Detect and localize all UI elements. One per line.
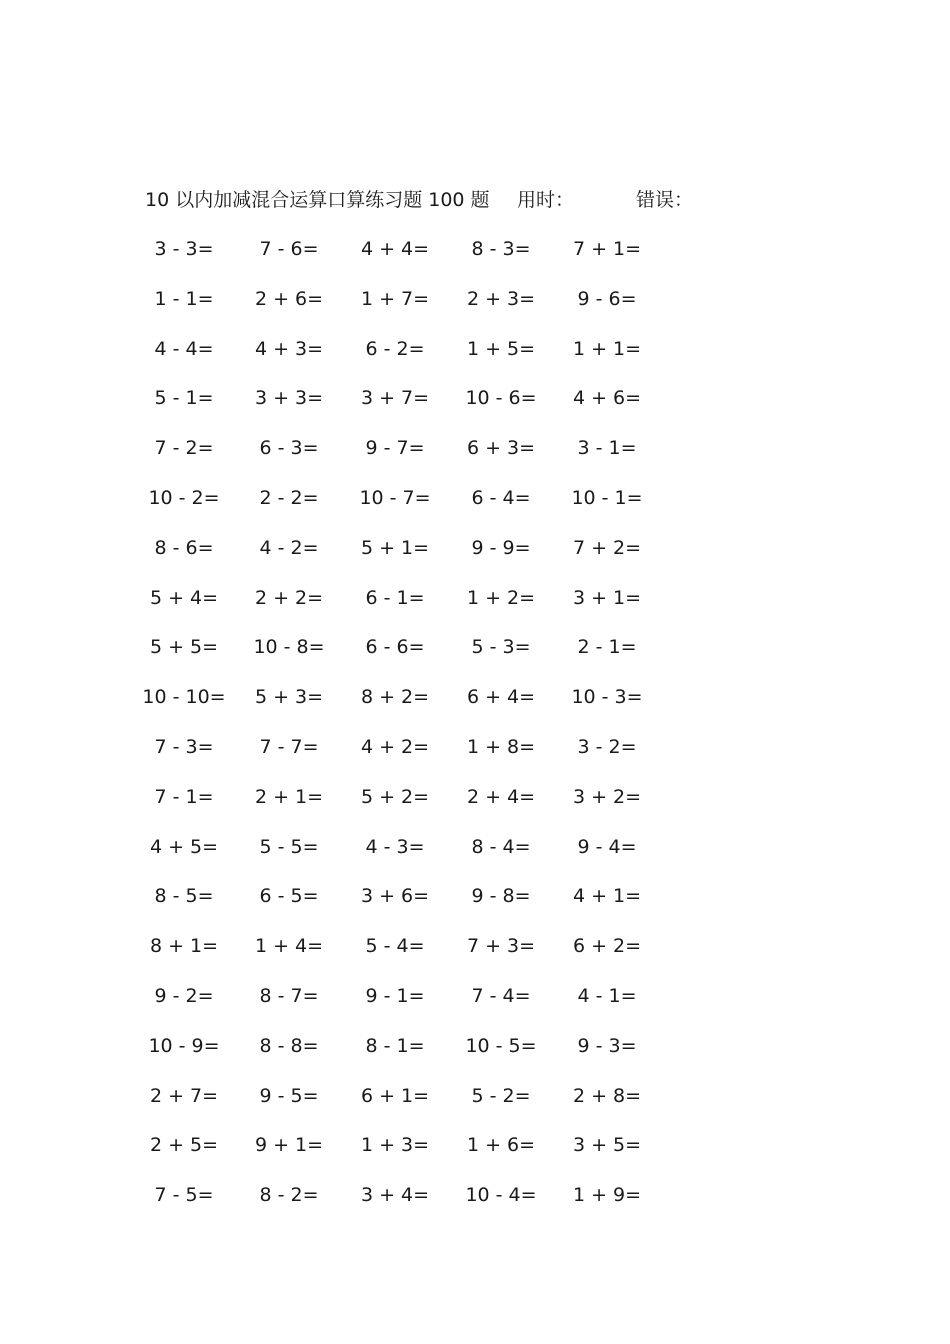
arithmetic-problem: 3 - 1= [577,437,637,460]
problem-row [0,234,950,264]
arithmetic-problem: 2 + 6= [254,287,324,310]
arithmetic-problem: 9 - 4= [577,835,637,858]
arithmetic-problem: 9 - 1= [365,985,425,1007]
arithmetic-problem: 7 - 2= [154,437,214,460]
arithmetic-problem: 4 - 3= [365,835,425,858]
problem-row [0,583,950,613]
problem-row [0,284,950,314]
problem-row [0,483,950,513]
arithmetic-problem: 1 + 2= [466,586,536,609]
problem-row [0,1081,950,1111]
arithmetic-problem: 4 + 5= [149,835,219,858]
arithmetic-problem: 6 + 4= [466,686,536,709]
arithmetic-problem: 5 + 1= [360,536,430,559]
arithmetic-problem: 5 - 1= [154,387,214,410]
arithmetic-problem: 10 - 8= [253,636,325,659]
arithmetic-problem: 6 + 2= [572,935,642,958]
arithmetic-problem: 4 + 6= [572,387,642,410]
problem-row [0,632,950,662]
arithmetic-problem: 3 + 2= [572,785,642,808]
arithmetic-problem: 8 + 1= [149,935,219,958]
arithmetic-problem: 8 - 1= [365,1034,425,1057]
arithmetic-problem: 10 - 6= [465,387,537,410]
problem-row [0,1180,950,1210]
arithmetic-problem: 10 - 5= [465,1034,537,1057]
arithmetic-problem: 9 - 2= [154,985,214,1007]
arithmetic-problem: 7 + 3= [466,935,536,958]
problem-row [0,334,950,364]
arithmetic-problem: 3 - 3= [154,238,214,260]
arithmetic-problem: 1 - 1= [154,287,214,310]
arithmetic-problem: 7 + 1= [572,238,642,260]
arithmetic-problem: 5 + 5= [149,636,219,659]
arithmetic-problem: 2 + 4= [466,785,536,808]
arithmetic-problem: 9 - 9= [471,536,531,559]
arithmetic-problem: 7 - 5= [154,1184,214,1207]
arithmetic-problem: 3 + 4= [360,1184,430,1207]
arithmetic-problem: 6 - 2= [365,337,425,360]
arithmetic-problem: 2 + 1= [254,785,324,808]
arithmetic-problem: 1 + 6= [466,1134,536,1157]
arithmetic-problem: 7 - 3= [154,736,214,758]
arithmetic-problem: 8 - 2= [259,1184,319,1207]
arithmetic-problem: 6 - 4= [471,487,531,509]
arithmetic-problem: 8 - 4= [471,835,531,858]
arithmetic-problem: 9 - 5= [259,1084,319,1107]
arithmetic-problem: 6 - 1= [365,586,425,609]
arithmetic-problem: 10 - 10= [142,686,226,709]
arithmetic-problem: 2 + 2= [254,586,324,609]
arithmetic-problem: 10 - 7= [359,487,431,509]
arithmetic-problem: 8 - 3= [471,238,531,260]
arithmetic-problem: 2 + 7= [149,1084,219,1107]
problem-row [0,782,950,812]
arithmetic-problem: 1 + 3= [360,1134,430,1157]
problem-row [0,732,950,762]
problem-row [0,881,950,911]
arithmetic-problem: 8 - 7= [259,985,319,1007]
arithmetic-problem: 7 - 7= [259,736,319,758]
arithmetic-problem: 10 - 2= [148,487,220,509]
arithmetic-problem: 2 - 2= [259,487,319,509]
arithmetic-problem: 2 + 8= [572,1084,642,1107]
problem-row [0,1031,950,1061]
problem-row [0,533,950,563]
arithmetic-problem: 3 + 6= [360,885,430,908]
worksheet-title: 10 以内加减混合运算口算练习题 100 题 [145,189,490,211]
arithmetic-problem: 1 + 1= [572,337,642,360]
arithmetic-problem: 10 - 9= [148,1034,220,1057]
arithmetic-problem: 2 - 1= [577,636,637,659]
arithmetic-problem: 10 - 3= [571,686,643,709]
arithmetic-problem: 5 + 4= [149,586,219,609]
arithmetic-problem: 1 + 7= [360,287,430,310]
arithmetic-problem: 6 - 6= [365,636,425,659]
arithmetic-problem: 1 + 9= [572,1184,642,1207]
arithmetic-problem: 3 + 7= [360,387,430,410]
arithmetic-problem: 7 - 4= [471,985,531,1007]
arithmetic-problem: 5 - 3= [471,636,531,659]
arithmetic-problem: 7 - 6= [259,238,319,260]
arithmetic-problem: 4 + 2= [360,736,430,758]
arithmetic-problem: 4 - 1= [577,985,637,1007]
arithmetic-problem: 3 + 5= [572,1134,642,1157]
arithmetic-problem: 5 - 2= [471,1084,531,1107]
arithmetic-problem: 6 + 3= [466,437,536,460]
arithmetic-problem: 2 + 3= [466,287,536,310]
arithmetic-problem: 4 - 2= [259,536,319,559]
arithmetic-problem: 9 - 8= [471,885,531,908]
arithmetic-problem: 3 + 3= [254,387,324,410]
arithmetic-problem: 4 - 4= [154,337,214,360]
arithmetic-problem: 10 - 4= [465,1184,537,1207]
problem-row [0,1130,950,1160]
errors-label: 错误： [636,189,694,211]
arithmetic-problem: 1 + 5= [466,337,536,360]
arithmetic-problem: 1 + 4= [254,935,324,958]
arithmetic-problem: 7 - 1= [154,785,214,808]
problem-row [0,981,950,1011]
arithmetic-problem: 4 + 4= [360,238,430,260]
arithmetic-problem: 5 + 3= [254,686,324,709]
problem-row [0,832,950,862]
arithmetic-problem: 9 - 3= [577,1034,637,1057]
arithmetic-problem: 6 + 1= [360,1084,430,1107]
arithmetic-problem: 9 - 7= [365,437,425,460]
arithmetic-problem: 5 + 2= [360,785,430,808]
arithmetic-problem: 10 - 1= [571,487,643,509]
arithmetic-problem: 4 + 1= [572,885,642,908]
problem-row [0,433,950,463]
arithmetic-problem: 9 - 6= [577,287,637,310]
arithmetic-problem: 8 - 8= [259,1034,319,1057]
arithmetic-problem: 8 + 2= [360,686,430,709]
arithmetic-problem: 9 + 1= [254,1134,324,1157]
problem-row [0,682,950,712]
arithmetic-problem: 1 + 8= [466,736,536,758]
arithmetic-problem: 8 - 5= [154,885,214,908]
arithmetic-problem: 5 - 4= [365,935,425,958]
arithmetic-problem: 8 - 6= [154,536,214,559]
arithmetic-problem: 2 + 5= [149,1134,219,1157]
arithmetic-problem: 3 + 1= [572,586,642,609]
arithmetic-problem: 7 + 2= [572,536,642,559]
arithmetic-problem: 4 + 3= [254,337,324,360]
arithmetic-problem: 3 - 2= [577,736,637,758]
problem-row [0,931,950,961]
arithmetic-problem: 6 - 3= [259,437,319,460]
problem-row [0,383,950,413]
arithmetic-problem: 5 - 5= [259,835,319,858]
time-spent-label: 用时： [517,189,575,211]
arithmetic-problem: 6 - 5= [259,885,319,908]
